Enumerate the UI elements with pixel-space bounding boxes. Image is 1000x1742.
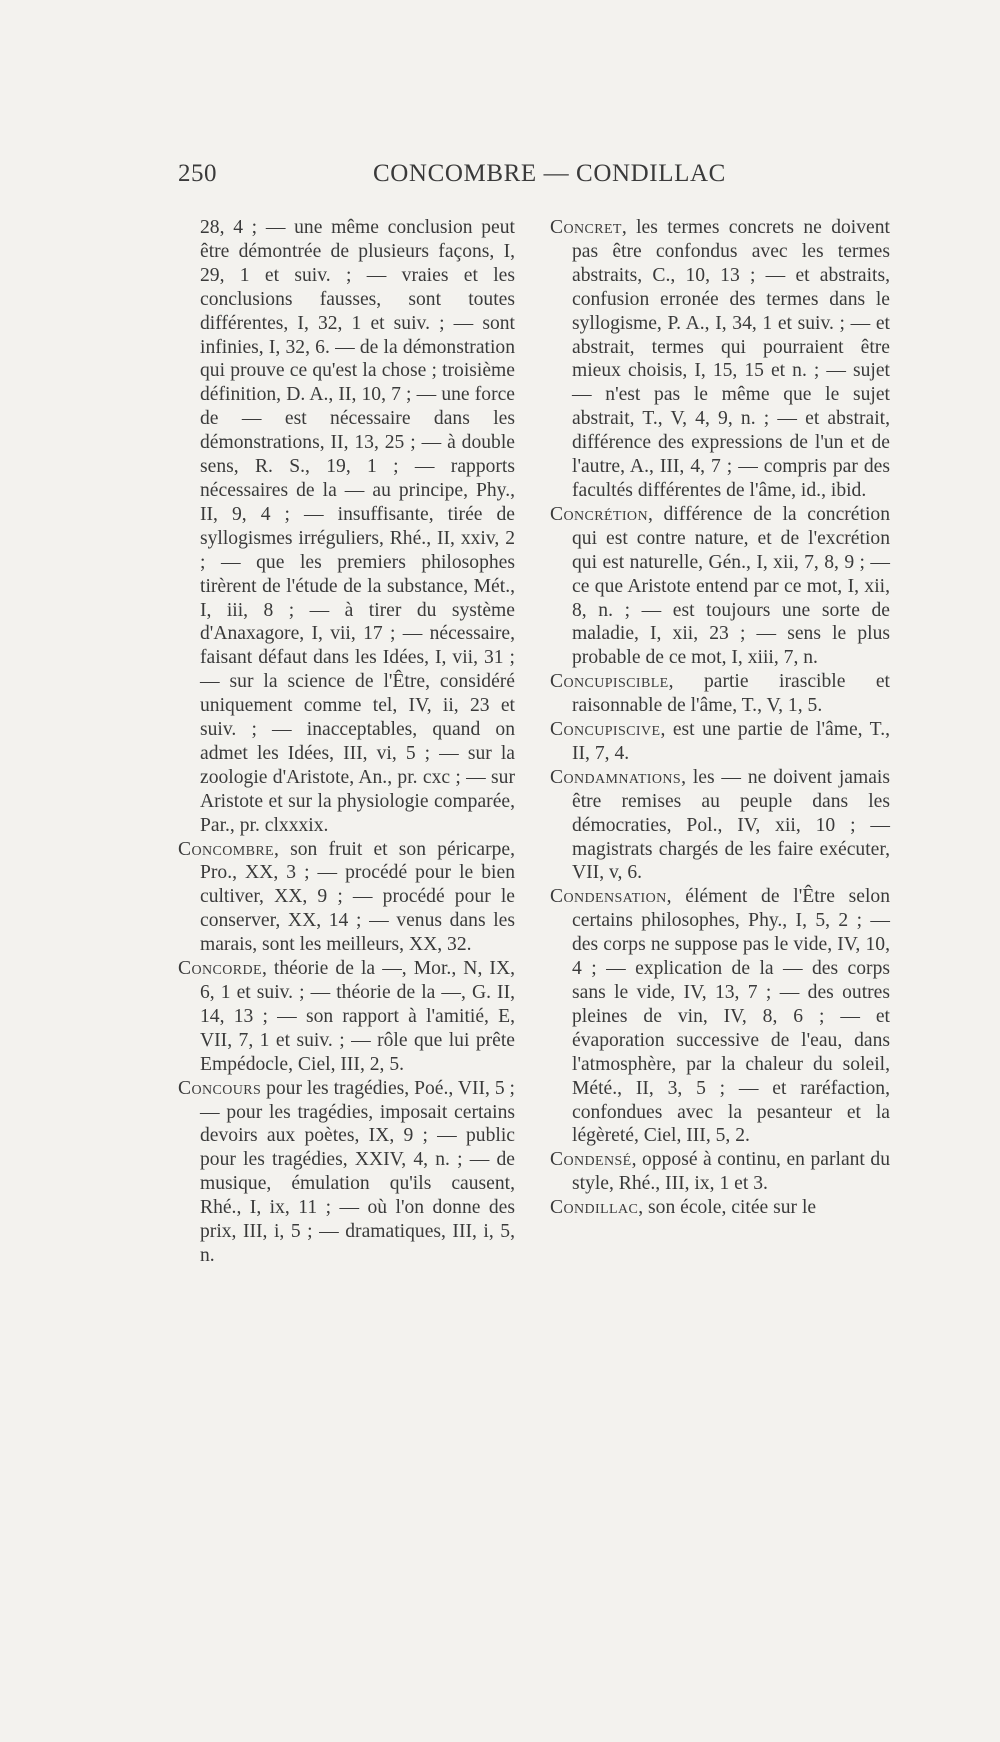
entry-headword: Concupiscible [550, 671, 669, 693]
index-entry [178, 1077, 515, 1268]
entry-headword: Concorde [178, 958, 262, 980]
right-column [550, 216, 890, 1220]
entry-text: , élément de l'Être selon certains philosophes, Phy., I, 5, 2 ; — des corps ne suppose pas le vide, IV, 10, 4 ; — explication de la — des corps sans le vide, IV, 13, 7 ; — des outres pleines de vin, IV, 8, 6 ; — et évaporation successive de l'eau, dans l'atmosphère, par la chaleur du soleil, Mété., II, 3, 5 ; — et raréfaction, confondues avec la pesanteur et la légèreté, Ciel, III, 5, 2. [572, 886, 890, 1147]
entry-headword: Concrétion [550, 503, 648, 525]
entry-text: , opposé à continu, en parlant du style, Rhé., III, ix, 1 et 3. [572, 1149, 890, 1195]
entry-text: , son fruit et son péricarpe, Pro., XX, 3 ; — procédé pour le bien cultiver, XX, 9 ; — procédé pour le conserver, XX, 14 ; — venus dans les marais, sont les meilleurs, XX, 32. [200, 838, 515, 956]
entry-text: , les — ne doivent jamais être remises au peuple dans les démocraties, Pol., IV, xii, 10 ; — magistrats chargés de les faire exécuter, VII, v, 6. [572, 766, 890, 884]
index-entry [550, 503, 890, 670]
entry-headword: Condensé [550, 1149, 632, 1171]
entry-text: , les termes concrets ne doivent pas être confondus avec les termes abstraits, C., 10, 13 ; — et abstraits, confusion erronée des termes dans le syllogisme, P. A., I, 34, 1 et suiv. ; — et abstrait, termes qui pourraient être mieux choisis, I, 15, 15 et n. ; — sujet — n'est pas le même que le sujet abstrait, T., V, 4, 9, n. ; — et abstrait, différence des expressions de l'un et de l'autre, A., III, 4, 7 ; — compris par des facultés différentes de l'âme, id., ibid. [572, 217, 890, 501]
index-entry [178, 957, 515, 1077]
page-header [178, 160, 890, 196]
entry-headword: Condensation [550, 886, 667, 908]
entry-text: pour les tragédies, Poé., VII, 5 ; — pour les tragédies, imposait certains devoirs aux poètes, IX, 9 ; — public pour les tragédies, XXIV, 4, n. ; — de musique, émulation qu'ils causent, Rhé., I, ix, 11 ; — où l'on donne des prix, III, i, 5 ; — dramatiques, III, i, 5, n. [200, 1077, 515, 1266]
running-title: CONCOMBRE — CONDILLAC [373, 160, 726, 187]
entry-text: , est une partie de l'âme, T., II, 7, 4. [572, 719, 890, 764]
index-entry [178, 838, 515, 958]
entry-text: , différence de la concrétion qui est contre nature, et de l'excrétion qui est naturelle, Gén., I, xii, 7, 8, 9 ; — ce que Aristote entend par ce mot, I, xii, 8, n. ; — est toujours une sorte de maladie, I, xii, 23 ; — sens le plus probable de ce mot, I, xiii, 7, n. [572, 503, 890, 669]
entry-headword: Concours [178, 1077, 262, 1099]
left-column [178, 216, 515, 1268]
index-entry [550, 718, 890, 766]
index-entry [550, 1196, 890, 1220]
entry-text: , partie irascible et raisonnable de l'âme, T., V, 1, 5. [572, 671, 890, 717]
entry-text: , théorie de la —, Mor., N, IX, 6, 1 et suiv. ; — théorie de la —, G. II, 14, 13 ; — son rapport à l'amitié, E, VII, 7, 1 et suiv. ; — rôle que lui prête Empédocle, Ciel, III, 2, 5. [200, 958, 515, 1075]
page-number: 250 [178, 160, 217, 187]
index-entry [550, 766, 890, 886]
entry-headword: Condamnations [550, 766, 682, 788]
entry-text: , son école, citée sur le [638, 1197, 817, 1219]
entry-headword: Concupiscive [550, 719, 661, 741]
entry-headword: Concret [550, 217, 622, 238]
index-entry [550, 670, 890, 718]
index-entry [550, 885, 890, 1148]
entry-text: 28, 4 ; — une même conclusion peut être démontrée de plusieurs façons, I, 29, 1 et suiv. ; — vraies et les conclusions fausses, sont toutes différentes, I, 32, 1 et suiv. ; — sont infinies, I, 32, 6. — de la démonstration qui prouve ce qu'est la chose ; troisième définition, D. A., II, 10, 7 ; — une force de — est nécessaire dans les démonstrations, II, 13, 25 ; — à double sens, R. S., 19, 1 ; — rapports nécessaires de la — au principe, Phy., II, 9, 4 ; — insuffisante, tirée de syllogismes irréguliers, Rhé., II, xxiv, 2 ; — que les premiers philosophes tirèrent de l'étude de la substance, Mét., I, iii, 8 ; — à tirer du système d'Anaxagore, I, vii, 17 ; — nécessaire, faisant défaut dans les Idées, I, vii, 31 ; — sur la science de l'Être, considéré uniquement comme tel, IV, ii, 23 et suiv. ; — inacceptables, quand on admet les Idées, III, vi, 5 ; — sur la zoologie d'Aristote, An., pr. cxc ; — sur Aristote et sur la physiologie comparée, Par., pr. clxxxix. [200, 217, 515, 836]
index-entry-continuation [178, 216, 515, 838]
entry-headword: Condillac [550, 1197, 639, 1219]
entry-headword: Concombre [178, 838, 275, 860]
index-entry [550, 216, 890, 503]
index-entry [550, 1148, 890, 1196]
